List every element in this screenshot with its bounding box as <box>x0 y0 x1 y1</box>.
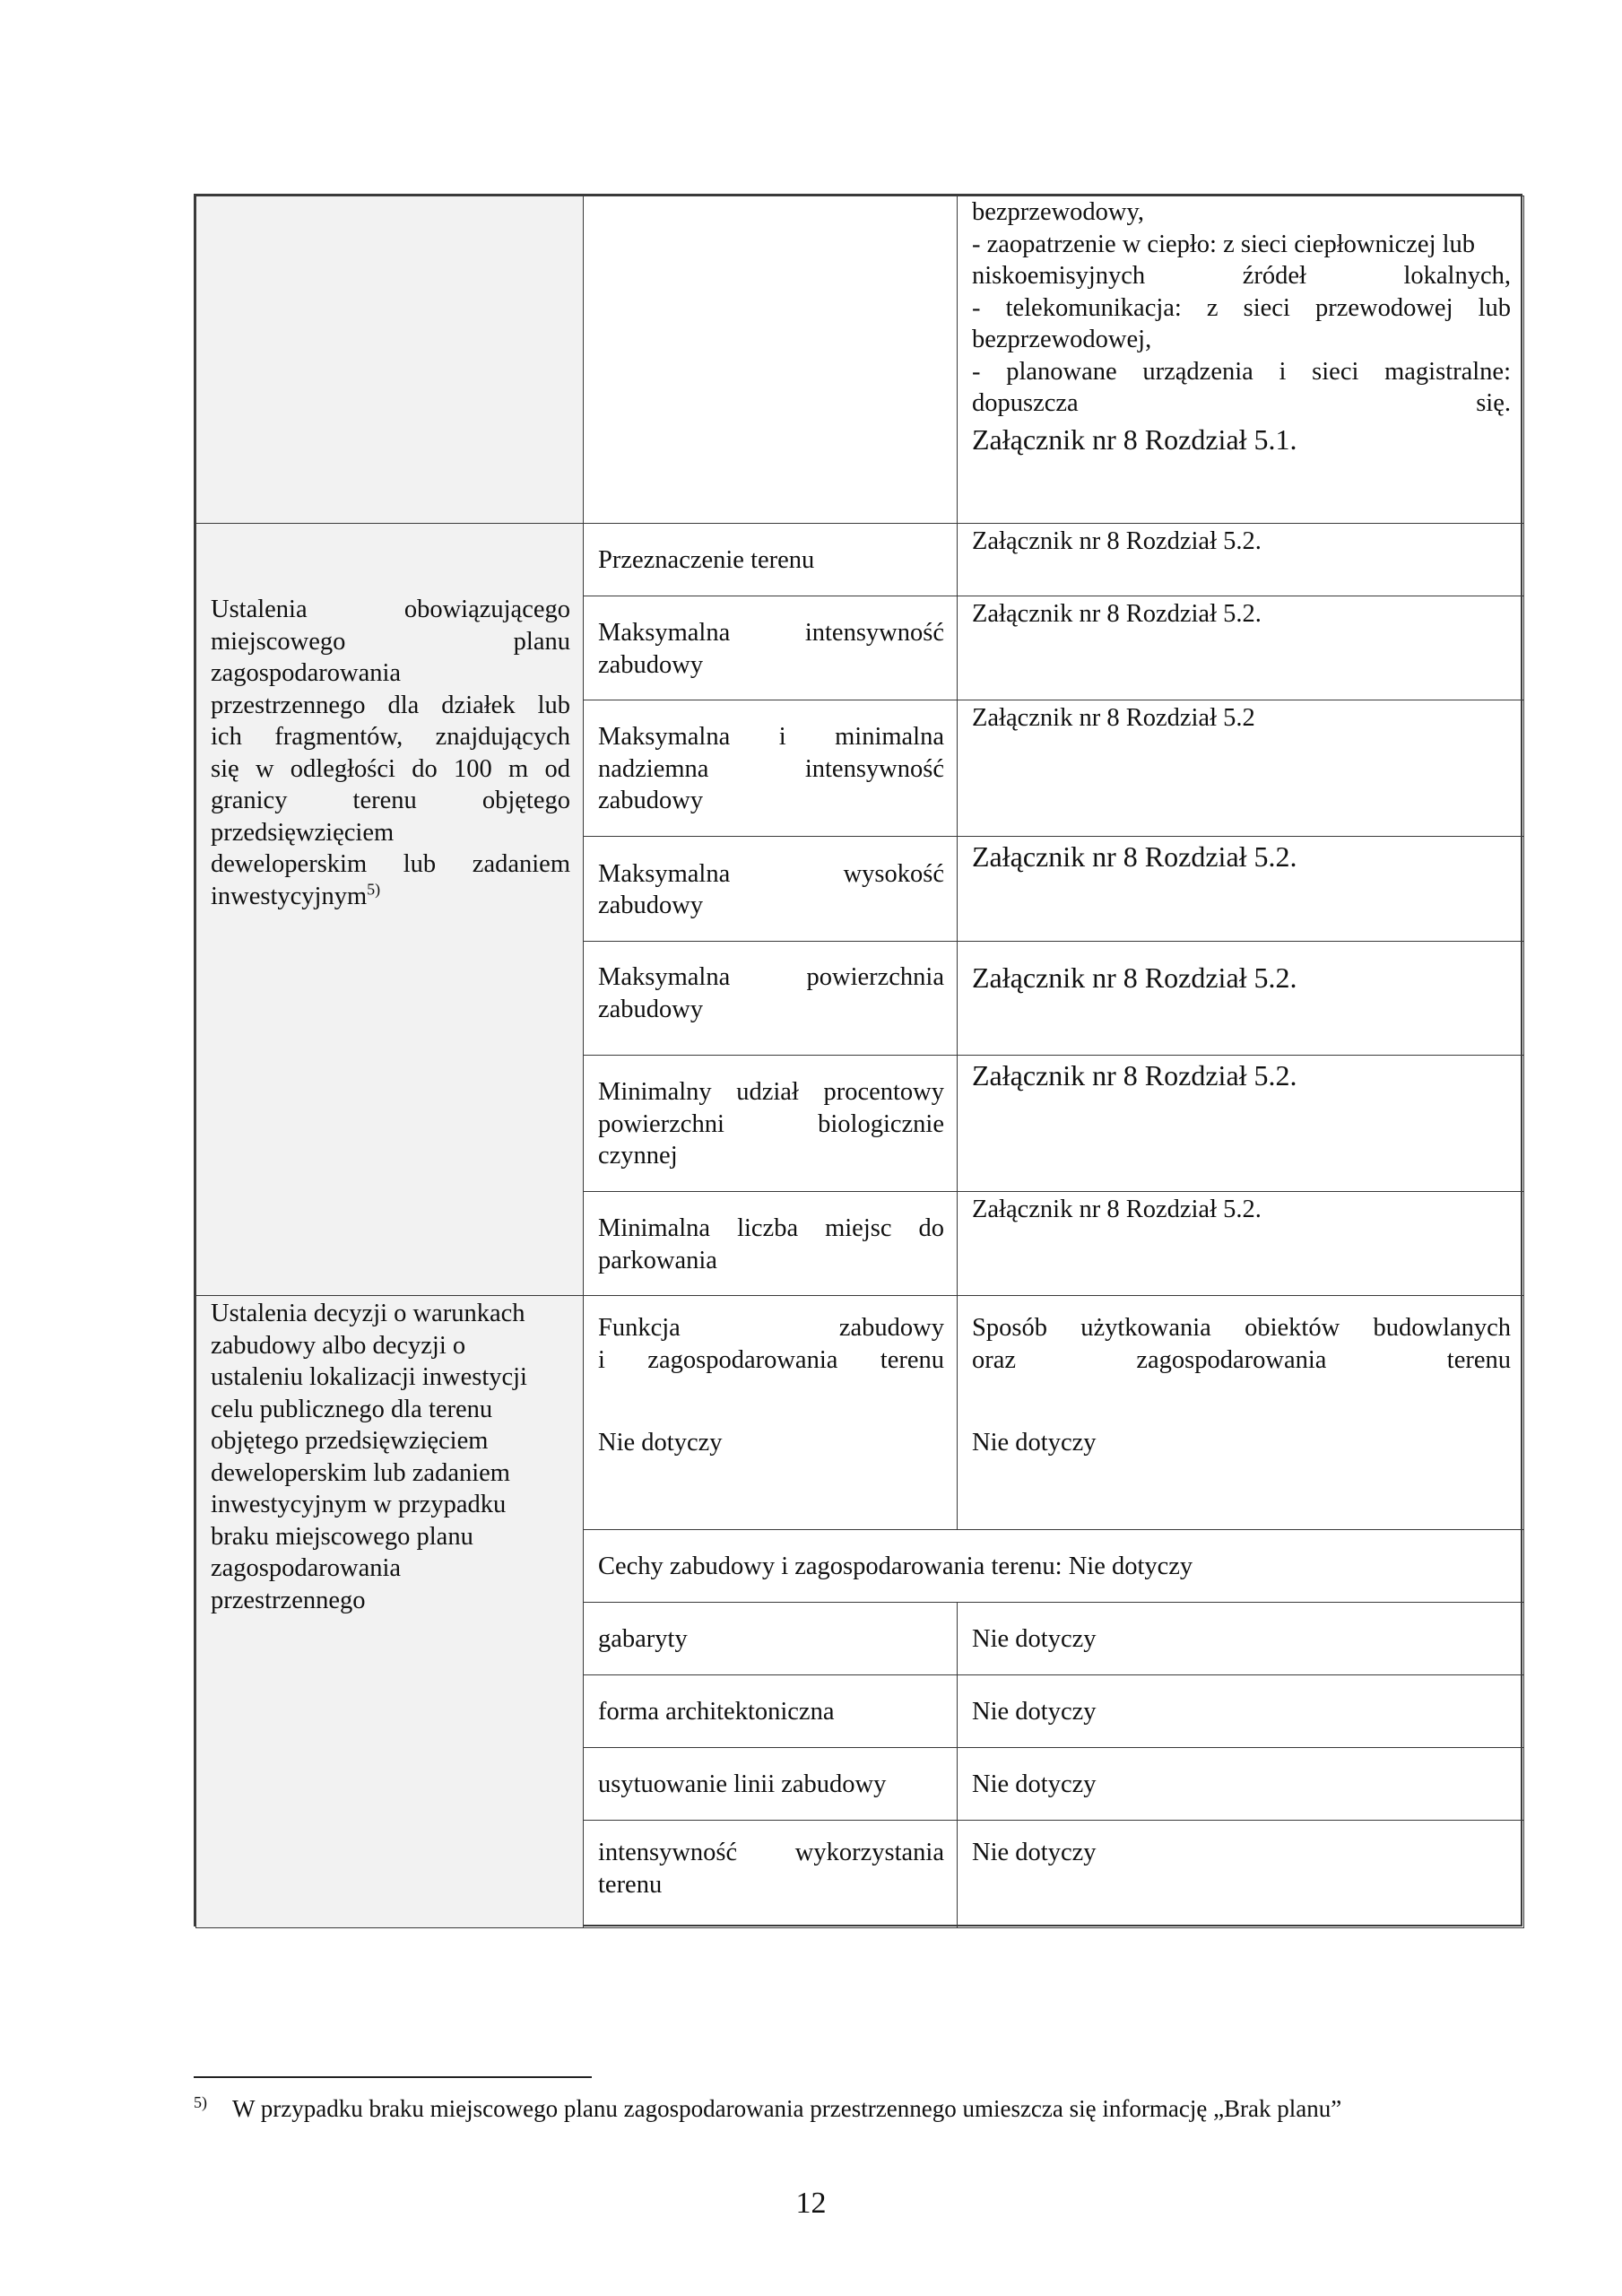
label-line: zagospodarowania <box>211 659 402 687</box>
function-header: i zagospodarowania terenu <box>598 1345 944 1374</box>
param-text: Maksymalna intensywność <box>598 619 944 647</box>
value-cell <box>957 1747 1524 1821</box>
label-line: ustaleniu lokalizacji inwestycji <box>211 1363 527 1391</box>
value-cell <box>957 523 1524 596</box>
label-line: deweloperskim lub zadaniem <box>211 1458 510 1487</box>
value-cell <box>957 596 1524 700</box>
value-cell <box>957 1820 1524 1928</box>
param-text: gabaryty <box>598 1625 688 1654</box>
param-cell <box>583 836 958 942</box>
annex-reference: Załącznik nr 8 Rozdział 5.2. <box>972 527 1262 555</box>
label-line: objętego przedsięwzięciem <box>211 1427 489 1455</box>
param-cell <box>583 523 958 596</box>
utility-line: - zaopatrzenie w ciepło: z sieci ciepłowniczej lub <box>972 230 1476 258</box>
value-cell <box>957 700 1524 837</box>
data-table <box>194 194 1522 1926</box>
param-text: zabudowy <box>598 891 704 919</box>
param-text: intensywność wykorzystania <box>598 1839 944 1866</box>
param-cell <box>583 1747 958 1821</box>
utility-line: - telekomunikacja: z sieci przewodowej lub <box>972 293 1511 322</box>
function-cell <box>583 1295 958 1530</box>
label-line: przestrzennego dla działek lub <box>211 691 570 719</box>
label-line: zagospodarowania <box>211 1554 402 1582</box>
top-row-value-cell <box>957 196 1524 524</box>
value-cell <box>957 1674 1524 1748</box>
utility-line: - planowane urządzenia i sieci magistralne: <box>972 357 1511 386</box>
param-text: forma architektoniczna <box>598 1698 835 1726</box>
footnote-mark: 5) <box>194 2093 207 2111</box>
param-cell <box>583 1820 958 1928</box>
features-cell <box>583 1529 1524 1603</box>
usage-value: Nie dotyczy <box>972 1429 1097 1457</box>
label-line: braku miejscowego planu <box>211 1522 473 1551</box>
param-text: nadziemna intensywność <box>598 754 944 783</box>
usage-header: Sposób użytkowania obiektów budowlanych <box>972 1314 1511 1342</box>
function-header: Funkcja zabudowy <box>598 1314 944 1342</box>
top-row-param-cell <box>583 196 958 524</box>
top-row-label-cell <box>195 196 584 524</box>
label-line: przestrzennego <box>211 1586 366 1614</box>
param-text: usytuowanie linii zabudowy <box>598 1770 887 1799</box>
utility-line: bezprzewodowy, <box>972 198 1145 226</box>
label-line: celu publicznego dla terenu <box>211 1395 493 1423</box>
param-cell <box>583 700 958 837</box>
utility-line: dopuszcza się. <box>972 389 1511 417</box>
annex-reference: Załącznik nr 8 Rozdział 5.2. <box>972 1196 1262 1223</box>
param-text: czynnej <box>598 1142 678 1170</box>
param-text: powierzchni biologicznie <box>598 1109 944 1138</box>
label-line: deweloperskim lub zadaniem <box>211 850 570 878</box>
footnote-divider <box>194 2076 592 2078</box>
label-line: się w odległości do 100 m od <box>211 754 570 783</box>
param-text: Maksymalna i minimalna <box>598 723 944 752</box>
param-text: zabudowy <box>598 650 704 679</box>
annex-reference: Załącznik nr 8 Rozdział 5.2. <box>972 840 1297 873</box>
annex-reference: Załącznik nr 8 Rozdział 5.2. <box>972 961 1297 994</box>
param-text: Minimalna liczba miejsc do <box>598 1214 944 1242</box>
param-cell <box>583 1055 958 1192</box>
label-line <box>211 881 570 913</box>
footnote-reference: 5) <box>367 880 381 898</box>
annex-reference: Załącznik nr 8 Rozdział 5.2 <box>972 704 1255 732</box>
value-text: Nie dotyczy <box>972 1698 1097 1726</box>
param-text: zabudowy <box>598 787 704 815</box>
param-cell <box>583 941 958 1056</box>
value-text: Nie dotyczy <box>972 1839 1097 1866</box>
param-cell <box>583 1602 958 1675</box>
utility-line: bezprzewodowej, <box>972 326 1152 353</box>
label-line: zabudowy albo decyzji o <box>211 1331 466 1360</box>
plan-section-label <box>195 523 584 1296</box>
value-cell <box>957 836 1524 942</box>
annex-reference: Załącznik nr 8 Rozdział 5.2. <box>972 600 1262 628</box>
label-line: Ustalenia decyzji o warunkach <box>211 1300 525 1327</box>
label-line: granicy terenu objętego <box>211 787 570 814</box>
value-cell <box>957 1191 1524 1296</box>
utility-line: niskoemisyjnych źródeł lokalnych, <box>972 262 1511 290</box>
param-text: Maksymalna wysokość <box>598 859 944 888</box>
value-cell <box>957 941 1524 1056</box>
annex-reference: Załącznik nr 8 Rozdział 5.2. <box>972 1059 1297 1091</box>
param-cell <box>583 596 958 700</box>
footnote <box>194 2093 1521 2124</box>
usage-cell <box>957 1295 1524 1530</box>
value-text: Nie dotyczy <box>972 1770 1097 1799</box>
label-line: inwestycyjnym w przypadku <box>211 1491 507 1518</box>
features-text: Cechy zabudowy i zagospodarowania terenu: Nie dotyczy <box>598 1552 1193 1581</box>
param-text: Minimalny udział procentowy <box>598 1078 944 1107</box>
annex-reference: Załącznik nr 8 Rozdział 5.1. <box>972 422 1297 456</box>
usage-header: oraz zagospodarowania terenu <box>972 1345 1511 1374</box>
param-cell <box>583 1191 958 1296</box>
param-cell <box>583 1674 958 1748</box>
param-text: zabudowy <box>598 995 704 1023</box>
page-number: 12 <box>795 2187 827 2220</box>
label-line: ich fragmentów, znajdujących <box>211 723 570 751</box>
footnote-text: W przypadku braku miejscowego planu zagospodarowania przestrzennego umieszcza się informację „Brak planu” <box>232 2095 1342 2122</box>
label-line: Ustalenia obowiązującego <box>211 596 570 623</box>
param-text: terenu <box>598 1870 663 1899</box>
function-value: Nie dotyczy <box>598 1429 723 1457</box>
decision-section-label <box>195 1295 584 1928</box>
param-text: Przeznaczenie terenu <box>598 546 815 575</box>
label-last-word: inwestycyjnym <box>211 882 368 910</box>
param-text: parkowania <box>598 1246 717 1274</box>
value-cell <box>957 1602 1524 1675</box>
label-line: przedsięwzięciem <box>211 818 395 847</box>
param-text: Maksymalna powierzchnia <box>598 963 944 991</box>
value-cell <box>957 1055 1524 1192</box>
label-line: miejscowego planu <box>211 627 570 656</box>
value-text: Nie dotyczy <box>972 1625 1097 1654</box>
